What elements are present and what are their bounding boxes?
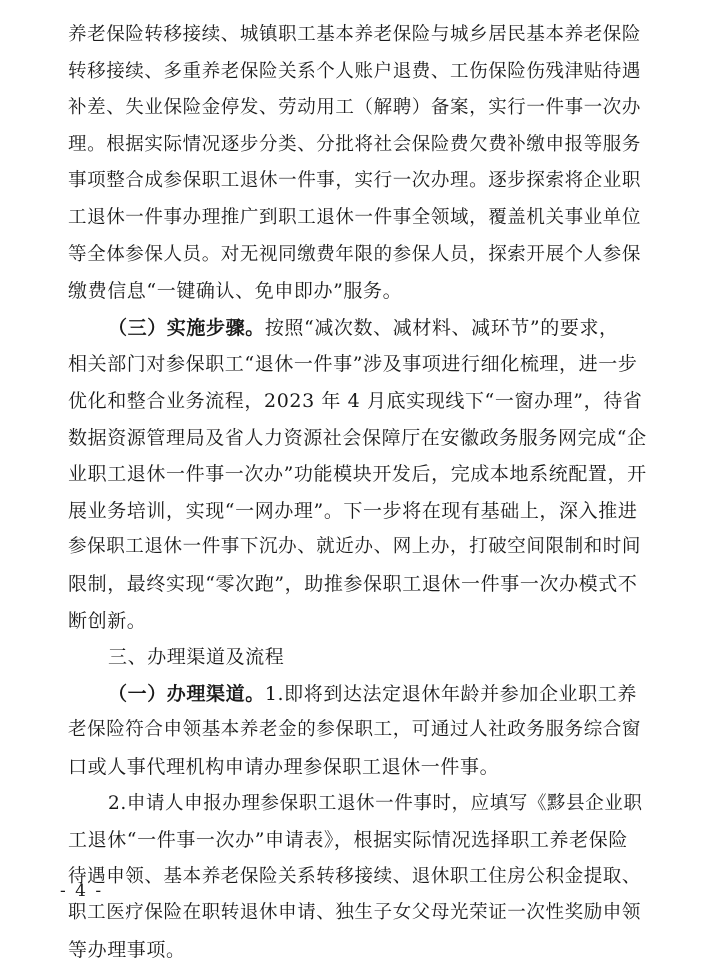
- paragraph-3-first-line: [108, 682, 637, 706]
- paragraph-4-line-5: 等办理事项。: [68, 939, 186, 961]
- paragraph-2-line-3: 优化和整合业务流程，2023 年 4 月底实现线下“一窗办理”，待省: [68, 390, 643, 412]
- paragraph-3-first-line-text: 1.即将到达法定退休年龄并参加企业职工养: [264, 682, 637, 705]
- paragraph-1-line-6: 工退休一件事办理推广到职工退休一件事全领域，覆盖机关事业单位: [68, 207, 642, 228]
- paragraph-2-line-5: 业职工退休一件事一次办”功能模块开发后，完成本地系统配置，开: [68, 463, 647, 486]
- paragraph-2-line-6: 展业务培训，实现“一网办理”。下一步将在现有基础上，深入推进: [68, 499, 638, 522]
- section-title-channels-process: 三、办理渠道及流程: [108, 646, 285, 669]
- paragraph-4-line-4: 职工医疗保险在职转退休申请、独生子女父母光荣证一次性奖励申领: [68, 902, 642, 924]
- paragraph-2-line-7: 参保职工退休一件事下沉办、就近办、网上办，打破空间限制和时间: [68, 536, 642, 558]
- paragraph-1-line-1: 养老保险转移接续、城镇职工基本养老保险与城乡居民基本养老保险: [68, 24, 642, 45]
- heading-channels: （一）办理渠道。: [108, 682, 265, 705]
- paragraph-2-line-8: 限制，最终实现“零次跑”，助推参保职工退休一件事一次办模式不: [68, 573, 638, 595]
- paragraph-2-first-line: [108, 316, 619, 340]
- paragraph-1-line-3: 补差、失业保险金停发、劳动用工（解聘）备案，实行一件事一次办: [68, 97, 642, 119]
- paragraph-3-line-2: 老保险符合申领基本养老金的参保职工，可通过人社政务服务综合窗: [68, 719, 642, 741]
- paragraph-4-first-line: 2.申请人申报办理参保职工退休一件事时，应填写《黟县企业职: [108, 792, 643, 814]
- paragraph-2-line-4: 数据资源管理局及省人力资源社会保障厅在安徽政务服务网完成“企: [68, 426, 647, 449]
- paragraph-1-line-8: 缴费信息“一键确认、免申即办”服务。: [68, 280, 403, 303]
- paragraph-2-first-line-text: 按照“减次数、减材料、减环节”的要求，: [264, 316, 619, 339]
- paragraph-4-line-3: 待遇申领、基本养老保险关系转移接续、退休职工住房公积金提取、: [68, 865, 642, 887]
- paragraph-1-line-2: 转移接续、多重养老保险关系个人账户退费、工伤保险伤残津贴待遇: [68, 60, 642, 82]
- paragraph-3-line-3: 口或人事代理机构申请办理参保职工退休一件事。: [68, 756, 500, 778]
- paragraph-1-line-7: 等全体参保人员。对无视同缴费年限的参保人员，探索开展个人参保: [68, 243, 642, 265]
- paragraph-2-line-9: 断创新。: [68, 609, 147, 632]
- page-number: - 4 -: [60, 881, 104, 901]
- paragraph-4-line-2: 工退休“一件事一次办”申请表》，根据实际情况选择职工养老保险: [68, 829, 628, 852]
- heading-implementation-steps: （三）实施步骤。: [108, 316, 265, 339]
- paragraph-2-line-2: 相关部门对参保职工“退休一件事”涉及事项进行细化梳理，进一步: [68, 353, 638, 376]
- paragraph-1-line-5: 事项整合成参保职工退休一件事，实行一次办理。逐步探索将企业职: [68, 170, 642, 192]
- paragraph-1-line-4: 理。根据实际情况逐步分类、分批将社会保险费欠费补缴申报等服务: [68, 133, 642, 155]
